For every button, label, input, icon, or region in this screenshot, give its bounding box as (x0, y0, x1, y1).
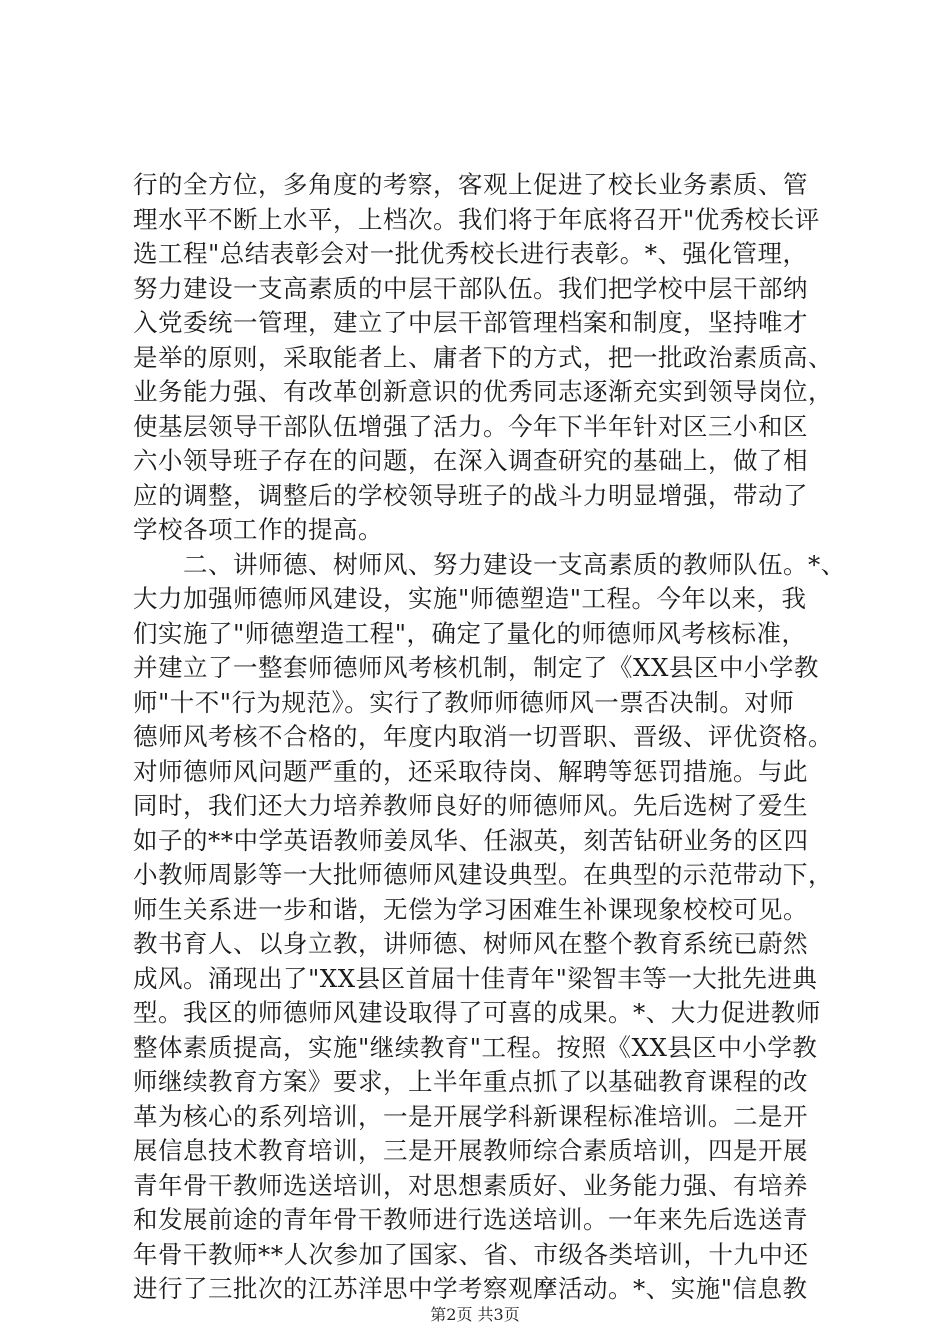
text-line: 对师德师风问题严重的，还采取待岗、解聘等惩罚措施。与此 (133, 756, 808, 786)
text-line: 学校各项工作的提高。 (133, 515, 383, 544)
text-line: 青年骨干教师选送培训，对思想素质好、业务能力强、有培养 (133, 1170, 808, 1200)
text-line: 德师风考核不合格的，年度内取消一切晋职、晋级、评优资格。 (133, 722, 833, 751)
text-line: 业务能力强、有改革创新意识的优秀同志逐渐充实到领导岗位， (133, 377, 833, 406)
text-line: 革为核心的系列培训，一是开展学科新课程标准培训。二是开 (133, 1101, 808, 1131)
text-line: 理水平不断上水平，上档次。我们将于年底将召开"优秀校长评 (133, 204, 820, 234)
text-line: 师"十不"行为规范》。实行了教师师德师风一票否决制。对师 (133, 687, 795, 717)
text-line: 选工程"总结表彰会对一批优秀校长进行表彰。*、强化管理， (133, 239, 808, 268)
text-line: 展信息技术教育培训，三是开展教师综合素质培训，四是开展 (133, 1136, 808, 1165)
text-line: 如子的**中学英语教师姜凤华、任淑英，刻苦钻研业务的区四 (133, 825, 809, 855)
text-line: 使基层领导干部队伍增强了活力。今年下半年针对区三小和区 (133, 411, 808, 441)
text-line: 六小领导班子存在的问题，在深入调查研究的基础上，做了相 (133, 446, 808, 475)
text-line: 行的全方位，多角度的考察，客观上促进了校长业务素质、管 (133, 170, 808, 199)
text-line: 进行了三批次的江苏洋思中学考察观摩活动。*、实施"信息教 (133, 1274, 808, 1303)
text-line: 同时，我们还大力培养教师良好的师德师风。先后选树了爱生 (133, 791, 808, 820)
text-line: 教书育人、以身立教，讲师德、树师风在整个教育系统已蔚然 (133, 929, 808, 958)
page-number-footer: 第2页 共3页 (430, 1305, 520, 1324)
text-line: 们实施了"师德塑造工程"，确定了量化的师德师风考核标准， (133, 618, 807, 648)
text-line: 整体素质提高，实施"继续教育"工程。按照《XX县区中小学教 (133, 1032, 818, 1062)
text-line: 是举的原则，采取能者上、庸者下的方式，把一批政治素质高、 (133, 342, 833, 372)
text-line: 小教师周影等一大批师德师风建设典型。在典型的示范带动下， (133, 860, 833, 889)
text-line: 并建立了一整套师德师风考核机制，制定了《XX县区中小学教 (133, 653, 819, 682)
text-line: 年骨干教师**人次参加了国家、省、市级各类培训，十九中还 (133, 1239, 809, 1269)
text-line: 成风。涌现出了"XX县区首届十佳青年"梁智丰等一大批先进典 (133, 963, 818, 993)
text-line: 师生关系进一步和谐，无偿为学习困难生补课现象校校可见。 (133, 894, 808, 924)
text-line: 和发展前途的青年骨干教师进行选送培训。一年来先后选送青 (133, 1205, 808, 1234)
document-body (133, 168, 853, 1307)
text-line: 努力建设一支高素质的中层干部队伍。我们把学校中层干部纳 (133, 273, 808, 303)
text-line: 型。我区的师德师风建设取得了可喜的成果。*、大力促进教师 (133, 998, 821, 1027)
text-line: 师继续教育方案》要求，上半年重点抓了以基础教育课程的改 (133, 1067, 808, 1096)
text-line: 入党委统一管理，建立了中层干部管理档案和制度，坚持唯才 (133, 308, 808, 337)
text-line: 二、讲师德、树师风、努力建设一支高素质的教师队伍。*、 (133, 549, 846, 579)
text-line: 应的调整，调整后的学校领导班子的战斗力明显增强，带动了 (133, 480, 808, 510)
text-line: 大力加强师德师风建设，实施"师德塑造"工程。今年以来，我 (133, 584, 807, 613)
